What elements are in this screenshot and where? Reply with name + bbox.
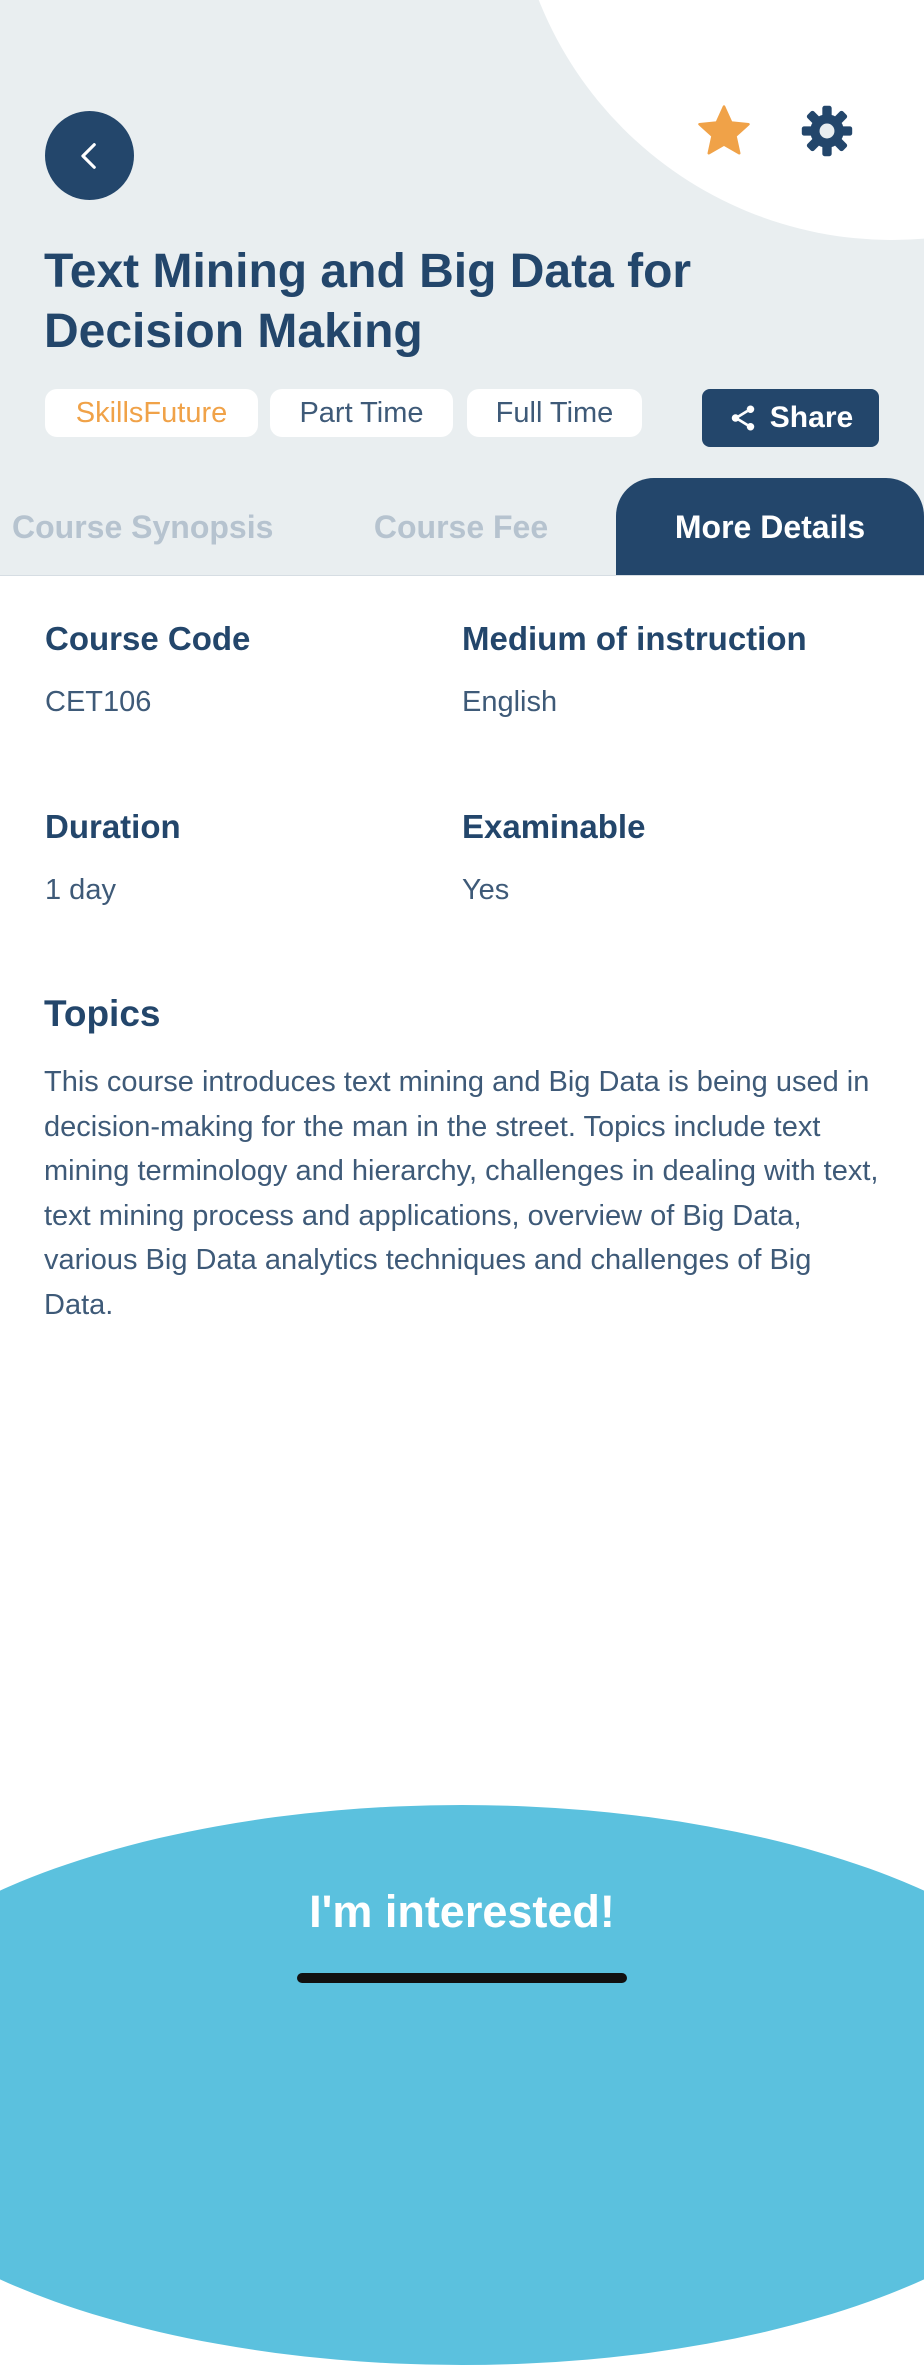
share-button[interactable] (702, 389, 879, 447)
examinable-value: Yes (462, 874, 510, 906)
course-code-label: Course Code (45, 620, 251, 657)
share-label: Share (769, 401, 854, 434)
tab-more-details[interactable]: More Details (616, 478, 924, 576)
back-button[interactable] (45, 111, 134, 200)
duration-label: Duration (45, 808, 181, 845)
gear-icon[interactable] (799, 103, 855, 159)
share-icon (728, 403, 758, 433)
topics-title: Topics (44, 993, 161, 1034)
medium-label: Medium of instruction (462, 620, 807, 657)
course-code-value: CET106 (45, 686, 152, 718)
home-indicator (297, 1973, 627, 1983)
tab-course-fee[interactable]: Course Fee (373, 508, 549, 545)
tag-skillsfuture: SkillsFuture (45, 389, 258, 437)
chevron-left-icon (73, 139, 107, 173)
tab-course-synopsis[interactable]: Course Synopsis (12, 508, 274, 545)
topics-body: This course introduces text mining and Big Data is being used in decision-making for the man in the street. Topics include text mining terminology and hierarchy, challenges in dealing with text, text mining process and applications, overview of Big Data, various Big Data analytics techniques and challenges of Big Data. (44, 1066, 879, 1321)
examinable-label: Examinable (462, 808, 646, 845)
tag-part-time: Part Time (270, 389, 453, 437)
tab-divider (0, 575, 924, 576)
course-header (0, 0, 924, 576)
course-title: Text Mining and Big Data for Decision Making (44, 245, 692, 358)
tag-full-time: Full Time (467, 389, 642, 437)
medium-value: English (462, 686, 558, 718)
duration-value: 1 day (45, 874, 116, 906)
star-icon[interactable] (694, 101, 754, 161)
interest-button[interactable]: I'm interested! (309, 1886, 615, 1937)
